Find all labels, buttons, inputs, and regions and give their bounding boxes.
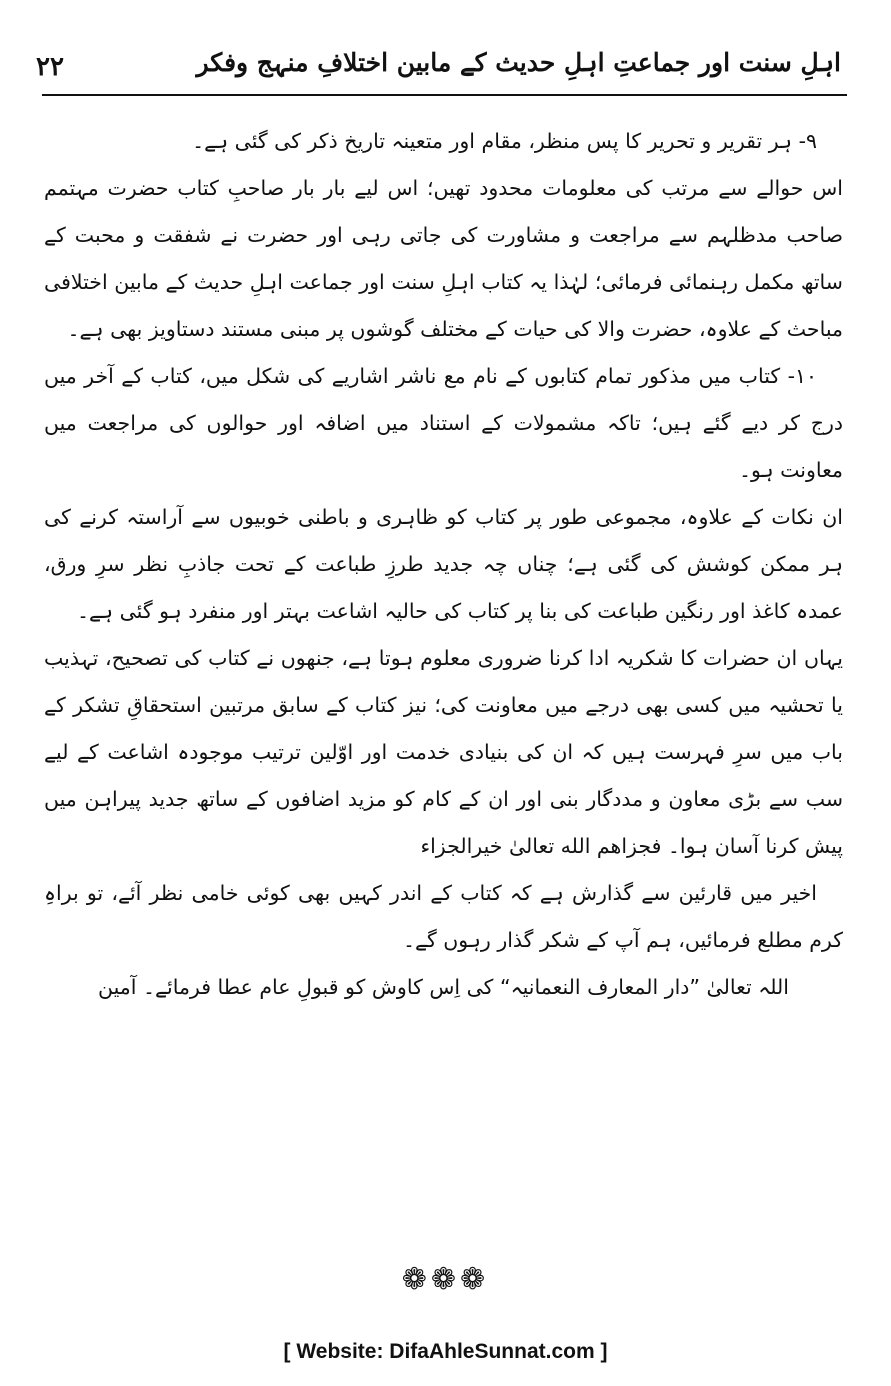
header-rule [42,94,847,96]
point-9: ۹- ہر تقریر و تحریر کا پس منظر، مقام اور متعینہ تاریخ ذکر کی گئی ہے۔ [192,129,817,153]
paragraph-presentation: ان نکات کے علاوہ، مجموعی طور پر کتاب کو ظاہری و باطنی خوبیوں سے آراستہ کرنے کی ہر ممکن کوشش کی گئی ہے؛ چناں چہ جدید طرزِ طباعت کے تحت جاذبِ نظر سرِ ورق، عمدہ کاغذ اور رنگین طباعت کی بنا پر کتاب کی حالیہ اشاعت بہتر اور منفرد ہو گئی ہے۔ [44,505,843,623]
closing-prayer: اللہ تعالیٰ ”دار المعارف النعمانیہ“ کی اِس کاوش کو قبولِ عام عطا فرمائے۔ آمین [97,975,789,999]
body-text [44,118,843,1011]
running-header [36,48,841,94]
paragraph-request: اخیر میں قارئین سے گذارش ہے کہ کتاب کے اندر کہیں بھی کوئی خامی نظر آئے، تو براہِ کرم مطلع فرمائیں، ہم آپ کے شکر گذار رہوں گے۔ [44,881,843,952]
website-footer: [ Website: DifaAhleSunnat.com ] [283,1340,608,1363]
paragraph-sources: اس حوالے سے مرتب کی معلومات محدود تھیں؛ اس لیے بار بار صاحبِ کتاب حضرت مہتمم صاحب مدظلہم سے مراجعت و مشاورت کی جاتی رہی اور حضرت نے شفقت و محبت کے ساتھ مکمل رہنمائی فرمائی؛ لہٰذا یہ کتاب اہلِ سنت اور جماعت اہلِ حدیث کے مابین اختلافی مباحث کے علاوہ، حضرت والا کی حیات کے مختلف گوشوں پر مبنی مستند دستاویز بھی ہے۔ [44,176,843,341]
page-number: ۲۲ [36,52,64,82]
point-10: ۱۰- کتاب میں مذکور تمام کتابوں کے نام مع ناشر اشاریے کی شکل میں، کتاب کے آخر میں درج کر دیے گئے ہیں؛ تاکہ مشمولات کے استناد میں اضافہ اور حوالوں کی مراجعت میں معاونت ہو۔ [44,364,843,482]
flower-ornament: ❁❁❁ [401,1262,490,1297]
header-title: اہلِ سنت اور جماعتِ اہلِ حدیث کے مابین اختلافِ منہج وفکر [196,48,841,77]
paragraph-acknowledgement: یہاں ان حضرات کا شکریہ ادا کرنا ضروری معلوم ہوتا ہے، جنھوں نے کتاب کی تصحیح، تہذیب یا تحشیہ میں کسی بھی درجے میں معاونت کی؛ نیز کتاب کے سابق مرتبین استحقاقِ تشکر کے باب میں سرِ فہرست ہیں کہ ان کی بنیادی خدمت اور اوّلین ترتیب موجودہ اشاعت کے لیے سب سے بڑی معاون و مددگار بنی اور ان کے کام کو مزید اضافوں کے ساتھ جدید پیراہن میں پیش کرنا آسان ہوا۔ فجزاهم الله تعالىٰ خيرالجزاء [44,646,843,858]
